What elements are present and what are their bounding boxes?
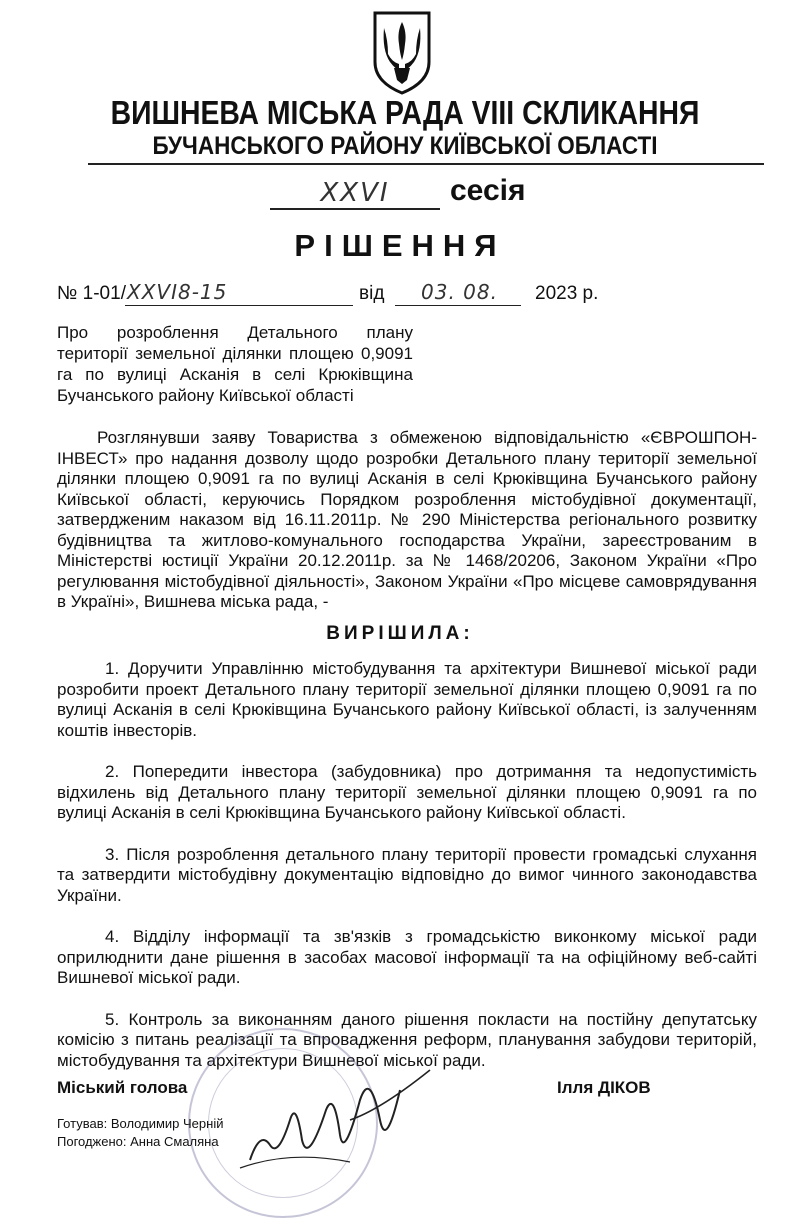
decision-year: 2023 р. <box>535 283 599 304</box>
document-heading: РІШЕННЯ <box>294 228 506 263</box>
decision-number-line <box>57 280 757 313</box>
signatory-title: Міський голова <box>57 1078 188 1097</box>
decision-item: 5. Контроль за виконанням даного рішення покласти на постійну депутатську комісію з питань реалізації та впровадження реформ, планування забудови територій, містобудування та архітектури Вишневої міської ради. <box>57 1009 757 1070</box>
resolved-heading: ВИРІШИЛА: <box>326 623 474 644</box>
decision-items <box>57 659 757 1092</box>
agreed-by: Погоджено: Анна Смалянa <box>57 1134 219 1149</box>
decision-date: 03. 08. <box>421 280 498 304</box>
council-name: ВИШНЕВА МІСЬКА РАДА VIII СКЛИКАННЯ <box>110 94 700 131</box>
decision-subject: Про розроблення Детального плану території земельної ділянки площею 0,9091 га по вулиці Асканія в селі Крюківщина Бучанського району Київської області <box>57 323 413 405</box>
decision-number-prefix: № 1-01/ <box>57 283 126 304</box>
session-number: XXVI <box>320 178 390 208</box>
prepared-by: Готував: Володимир Черній <box>57 1116 224 1131</box>
signature-row <box>57 1078 757 1104</box>
council-location: БУЧАНСЬКОГО РАЙОНУ КИЇВСЬКОЇ ОБЛАСТІ <box>152 132 658 160</box>
date-underline <box>395 305 521 306</box>
trident-coat-of-arms-icon <box>372 10 432 96</box>
decision-item: 1. Доручити Управлінню містобудування та архітектури Вишневої міської ради розробити проект Детального плану території земельної ділянки площею 0,9091 га по вулиці Асканія в селі Крюківщина Бучанського району Київської області, із залученням коштів інвесторів. <box>57 659 757 740</box>
preamble-paragraph: Розглянувши заяву Товариства з обмеженою відповідальністю «ЄВРОШПОН-ІНВЕСТ» про надання дозволу щодо розробки Детального плану території земельної ділянки площею 0,9091 га по вулиці Асканія в селі Крюківщина Бучанського району Київської області, керуючись Порядком розроблення містобудівної документації, затвердженим наказом від 16.11.2011р. № 290 Міністерства регіонального розвитку будівництва та житлово-комунального господарства України, зареєстрованим в Міністерстві юстиції України 20.12.2011р. за № 1468/20206, Законом України «Про регулювання містобудівної діяльності», Законом України «Про місцеве самоврядування в Україні», Вишнева міська рада, - <box>57 428 757 611</box>
handwritten-signature <box>230 1050 470 1172</box>
decision-item: 3. Після розроблення детального плану території провести громадські слухання та затвердити містобудівну документацію відповідно до вимог чинного законодавства України. <box>57 844 757 905</box>
decision-item: 2. Попередити інвестора (забудовника) про дотримання та недопустимість відхилень від Детального плану території земельної ділянки площею 0,9091 га по вулиці Асканія в селі Крюківщина Бучанського району Київської області. <box>57 762 757 822</box>
date-from-label: від <box>359 283 385 304</box>
session-underline <box>270 208 440 210</box>
signatory-name: Ілля ДІКОВ <box>557 1078 651 1097</box>
session-label: сесія <box>450 174 526 207</box>
decision-item: 4. Відділу інформації та зв'язків з громадськістю виконкому міської ради оприлюднити дане рішення в засобах масової інформації та на офіційному веб-сайті Вишневої міської ради. <box>57 927 757 987</box>
number-underline <box>125 305 353 306</box>
decision-number: XXVI8-15 <box>127 280 228 304</box>
session-line <box>270 174 570 214</box>
title-divider <box>88 163 764 165</box>
